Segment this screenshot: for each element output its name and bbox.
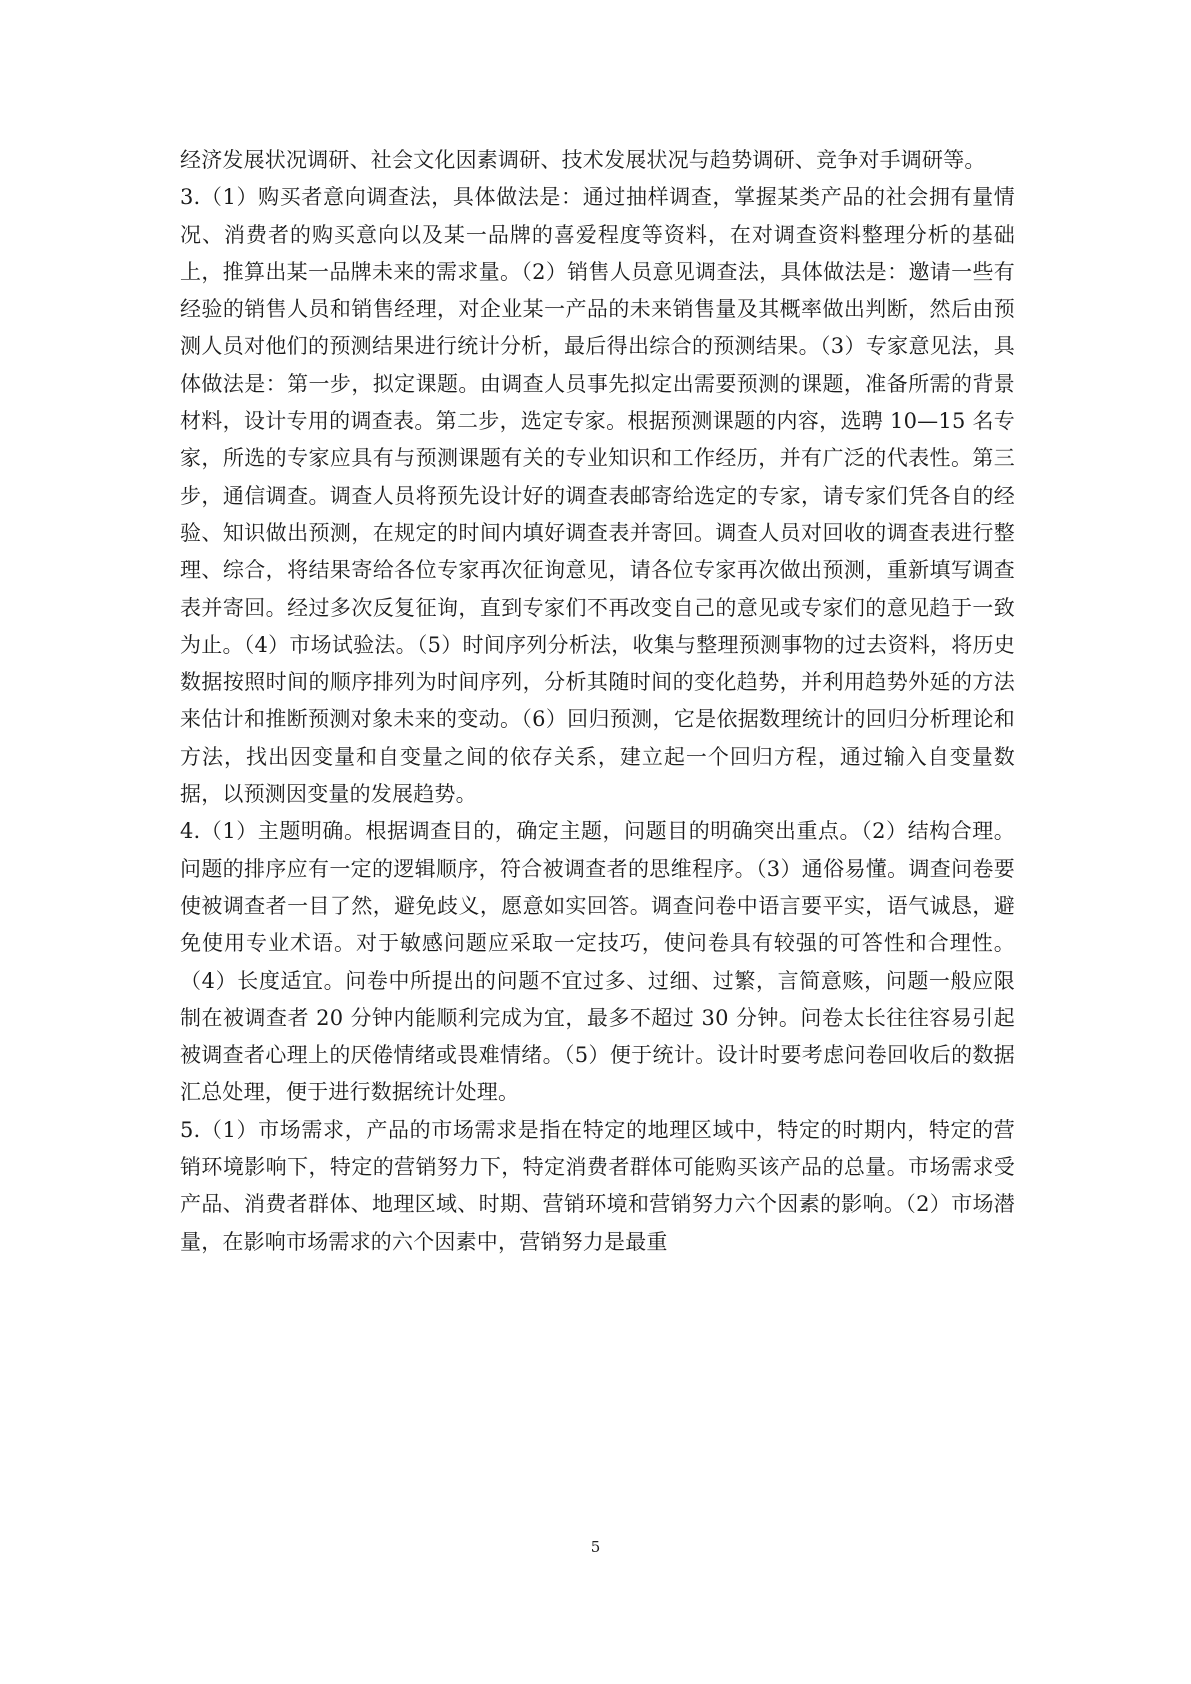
document-body [180, 142, 1015, 1261]
paragraph-answer-3-forecasting-methods: 3.（1）购买者意向调查法，具体做法是：通过抽样调查，掌握某类产品的社会拥有量情况、消费者的购买意向以及某一品牌的喜爱程度等资料，在对调查资料整理分析的基础上，推算出某一品牌未来的需求量。（2）销售人员意见调查法，具体做法是：邀请一些有经验的销售人员和销售经理，对企业某一产品的未来销售量及其概率做出判断，然后由预测人员对他们的预测结果进行统计分析，最后得出综合的预测结果。（3）专家意见法，具体做法是：第一步，拟定课题。由调查人员事先拟定出需要预测的课题，准备所需的背景材料，设计专用的调查表。第二步，选定专家。根据预测课题的内容，选聘 10—15 名专家，所选的专家应具有与预测课题有关的专业知识和工作经历，并有广泛的代表性。第三步，通信调查。调查人员将预先设计好的调查表邮寄给选定的专家，请专家们凭各自的经验、知识做出预测，在规定的时间内填好调查表并寄回。调查人员对回收的调查表进行整理、综合，将结果寄给各位专家再次征询意见，请各位专家再次做出预测，重新填写调查表并寄回。经过多次反复征询，直到专家们不再改变自己的意见或专家们的意见趋于一致为止。（4）市场试验法。（5）时间序列分析法，收集与整理预测事物的过去资料，将历史数据按照时间的顺序排列为时间序列，分析其随时间的变化趋势，并利用趋势外延的方法来估计和推断预测对象未来的变动。（6）回归预测，它是依据数理统计的回归分析理论和方法，找出因变量和自变量之间的依存关系，建立起一个回归方程，通过输入自变量数据，以预测因变量的发展趋势。 [180, 185, 1015, 807]
paragraph-answer-4-questionnaire-principles: 4.（1）主题明确。根据调查目的，确定主题，问题目的明确突出重点。（2）结构合理。问题的排序应有一定的逻辑顺序，符合被调查者的思维程序。（3）通俗易懂。调查问卷要使被调查者一目了然，避免歧义，愿意如实回答。调查问卷中语言要平实，语气诚恳，避免使用专业术语。对于敏感问题应采取一定技巧，使问卷具有较强的可答性和合理性。（4）长度适宜。问卷中所提出的问题不宜过多、过细、过繁，言简意赅，问题一般应限制在被调查者 20 分钟内能顺利完成为宜，最多不超过 30 分钟。问卷太长往往容易引起被调查者心理上的厌倦情绪或畏难情绪。（5）便于统计。设计时要考虑问卷回收后的数据汇总处理，便于进行数据统计处理。 [180, 819, 1015, 1105]
page-number: 5 [590, 1538, 601, 1556]
paragraph-continued-research-list: 经济发展状况调研、社会文化因素调研、技术发展状况与趋势调研、竞争对手调研等。 [180, 148, 986, 172]
paragraph-answer-5-market-demand: 5.（1）市场需求，产品的市场需求是指在特定的地理区域中，特定的时期内，特定的营销环境影响下，特定的营销努力下，特定消费者群体可能购买该产品的总量。市场需求受产品、消费者群体、地理区域、时期、营销环境和营销努力六个因素的影响。（2）市场潜量，在影响市场需求的六个因素中，营销努力是最重 [180, 1117, 1015, 1254]
